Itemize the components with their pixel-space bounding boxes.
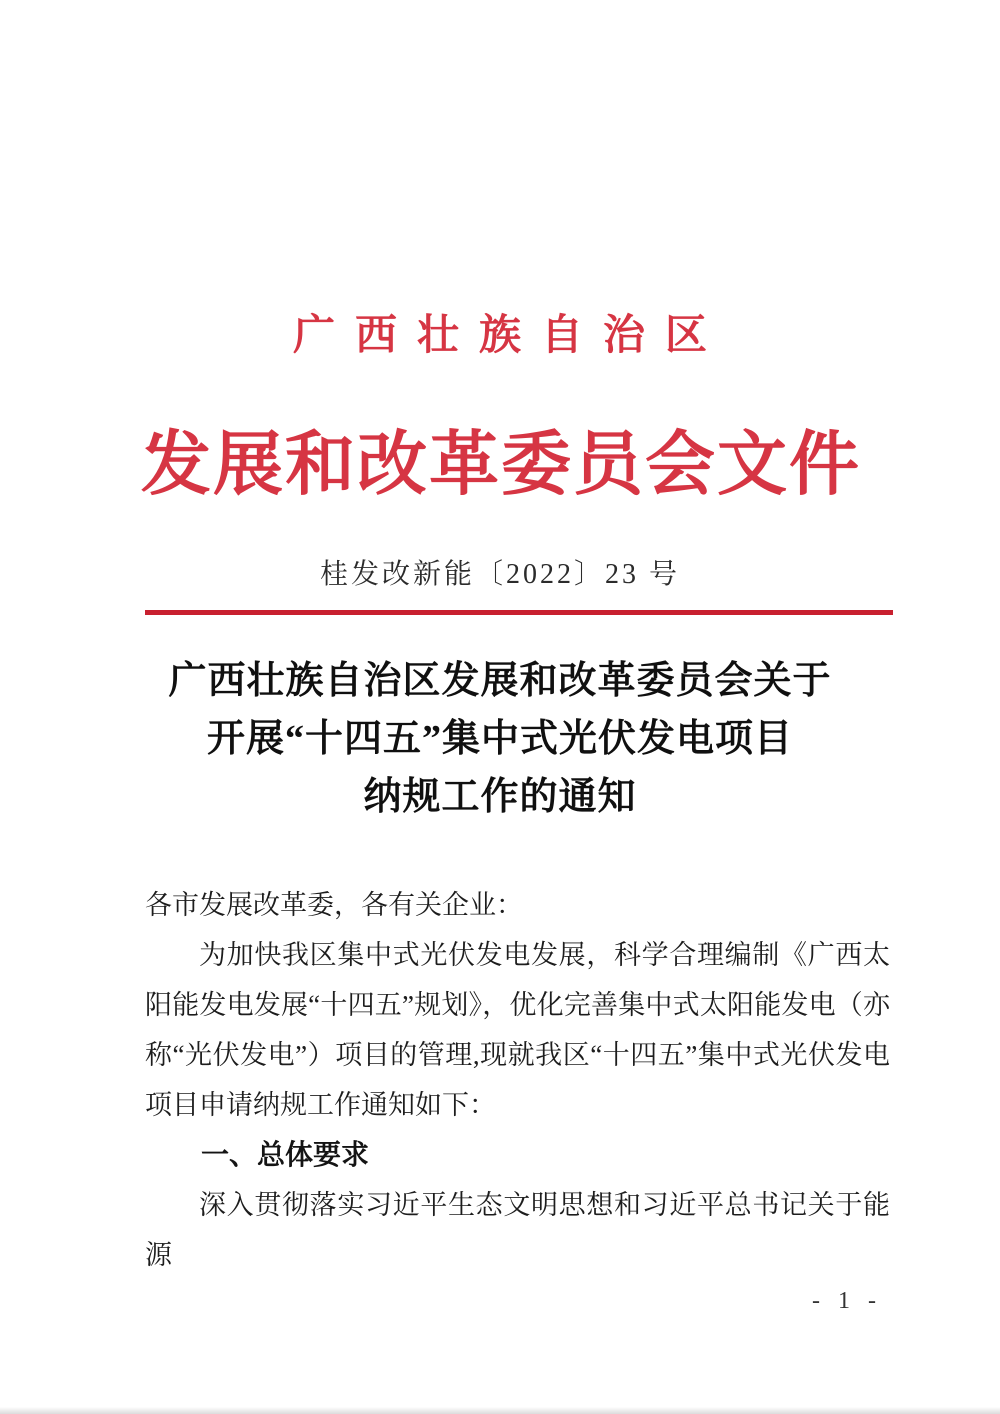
page-number: - 1 - bbox=[812, 1288, 882, 1314]
document-title bbox=[0, 652, 1000, 826]
section-1-paragraph: 深入贯彻落实习近平生态文明思想和习近平总书记关于能源 bbox=[145, 1190, 890, 1270]
salutation-line: 各市发展改革委，各有关企业： bbox=[145, 890, 523, 920]
intro-paragraph: 为加快我区集中式光伏发电发展，科学合理编制《广西太阳能发电发展“十四五”规划》，优化完善集中式太阳能发电（亦称“光伏发电”）项目的管理,现就我区“十四五”集中式光伏发电项目申请纳规工作通知如下： bbox=[145, 940, 890, 1120]
issuer-region-line: 广西壮族自治区 bbox=[292, 313, 727, 359]
document-title-line-1: 广西壮族自治区发展和改革委员会关于 bbox=[168, 660, 832, 702]
scan-bottom-edge bbox=[0, 1407, 1000, 1414]
document-body bbox=[145, 880, 890, 1280]
document-title-line-3: 纳规工作的通知 bbox=[363, 776, 637, 818]
document-title-line-2: 开展“十四五”集中式光伏发电项目 bbox=[206, 718, 793, 760]
section-1-heading: 一、总体要求 bbox=[201, 1139, 370, 1170]
red-divider-line bbox=[145, 610, 893, 615]
issuer-title-line: 发展和改革委员会文件 bbox=[141, 427, 861, 504]
document-number: 桂发改新能〔2022〕23 号 bbox=[319, 559, 680, 590]
